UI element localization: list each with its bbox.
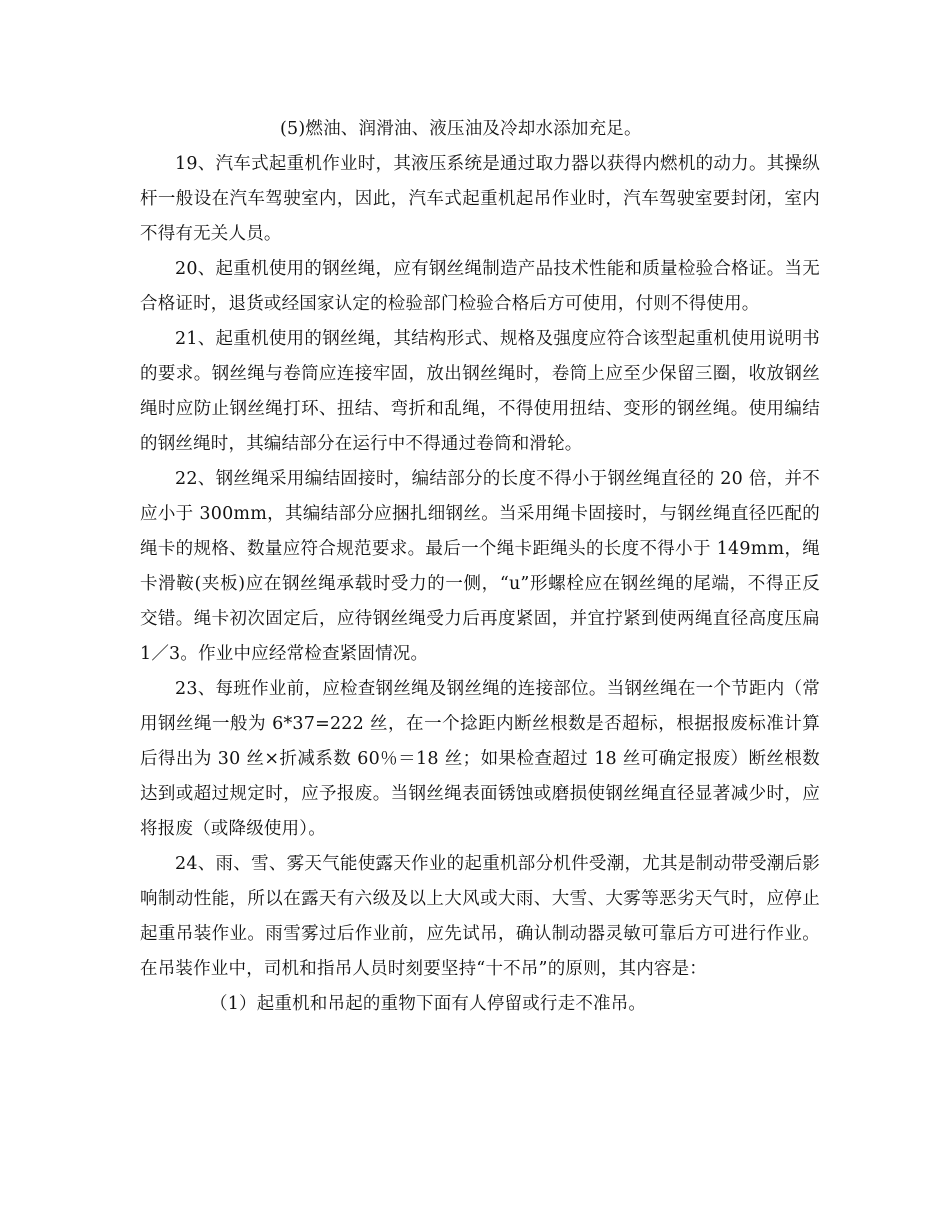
paragraph-24: 24、雨、雪、雾天气能使露天作业的起重机部分机件受潮，尤其是制动带受潮后影响制动性能，所以在露天有六级及以上大风或大雨、大雪、大雾等恶劣天气时，应停止起重吊装作业。雨雪雾过后作业前，应先试吊，确认制动器灵敏可靠后方可进行作业。在吊装作业中，司机和指吊人员时刻要坚持“十不吊”的原则，其内容是： (140, 854, 820, 979)
paragraph-22: 22、钢丝绳采用编结固接时，编结部分的长度不得小于钢丝绳直径的 20 倍，并不应小于 300mm，其编结部分应捆扎细钢丝。当采用绳卡固接时，与钢丝绳直径匹配的绳卡的规格、数量应符合规范要求。最后一个绳卡距绳头的长度不得小于 149mm，绳卡滑鞍(夹板)应在钢丝绳承载时受力的一侧，“u”形螺栓应在钢丝绳的尾端，不得正反交错。绳卡初次固定后，应待钢丝绳受力后再度紧固，并宜拧紧到使两绳直径高度压扁 1／3。作业中应经常检查紧固情况。 (140, 469, 820, 664)
paragraph-list-item-1: （1）起重机和吊起的重物下面有人停留或行走不准吊。 (210, 994, 647, 1014)
paragraph-21: 21、起重机使用的钢丝绳，其结构形式、规格及强度应符合该型起重机使用说明书的要求。钢丝绳与卷筒应连接牢固，放出钢丝绳时，卷筒上应至少保留三圈，收放钢丝绳时应防止钢丝绳打环、扭结、弯折和乱绳，不得使用扭结、变形的钢丝绳。使用编结的钢丝绳时，其编结部分在运行中不得通过卷筒和滑轮。 (140, 329, 820, 454)
paragraph-23: 23、每班作业前，应检查钢丝绳及钢丝绳的连接部位。当钢丝绳在一个节距内（常用钢丝绳一般为 6*37=222 丝，在一个捻距内断丝根数是否超标，根据报废标准计算后得出为 30 丝×折减系数 60％＝18 丝；如果检查超过 18 丝可确定报废）断丝根数达到或超过规定时，应予报废。当钢丝绳表面锈蚀或磨损使钢丝绳直径显著减少时，应将报废（或降级使用）。 (140, 679, 820, 839)
paragraph-19: 19、汽车式起重机作业时，其液压系统是通过取力器以获得内燃机的动力。其操纵杆一般设在汽车驾驶室内，因此，汽车式起重机起吊作业时，汽车驾驶室要封闭，室内不得有无关人员。 (140, 154, 820, 244)
paragraph-20: 20、起重机使用的钢丝绳，应有钢丝绳制造产品技术性能和质量检验合格证。当无合格证时，退货或经国家认定的检验部门检验合格后方可使用，付则不得使用。 (140, 259, 820, 314)
document-body (140, 112, 820, 1022)
paragraph-item-5: (5)燃油、润滑油、液压油及冷却水添加充足。 (280, 119, 642, 139)
